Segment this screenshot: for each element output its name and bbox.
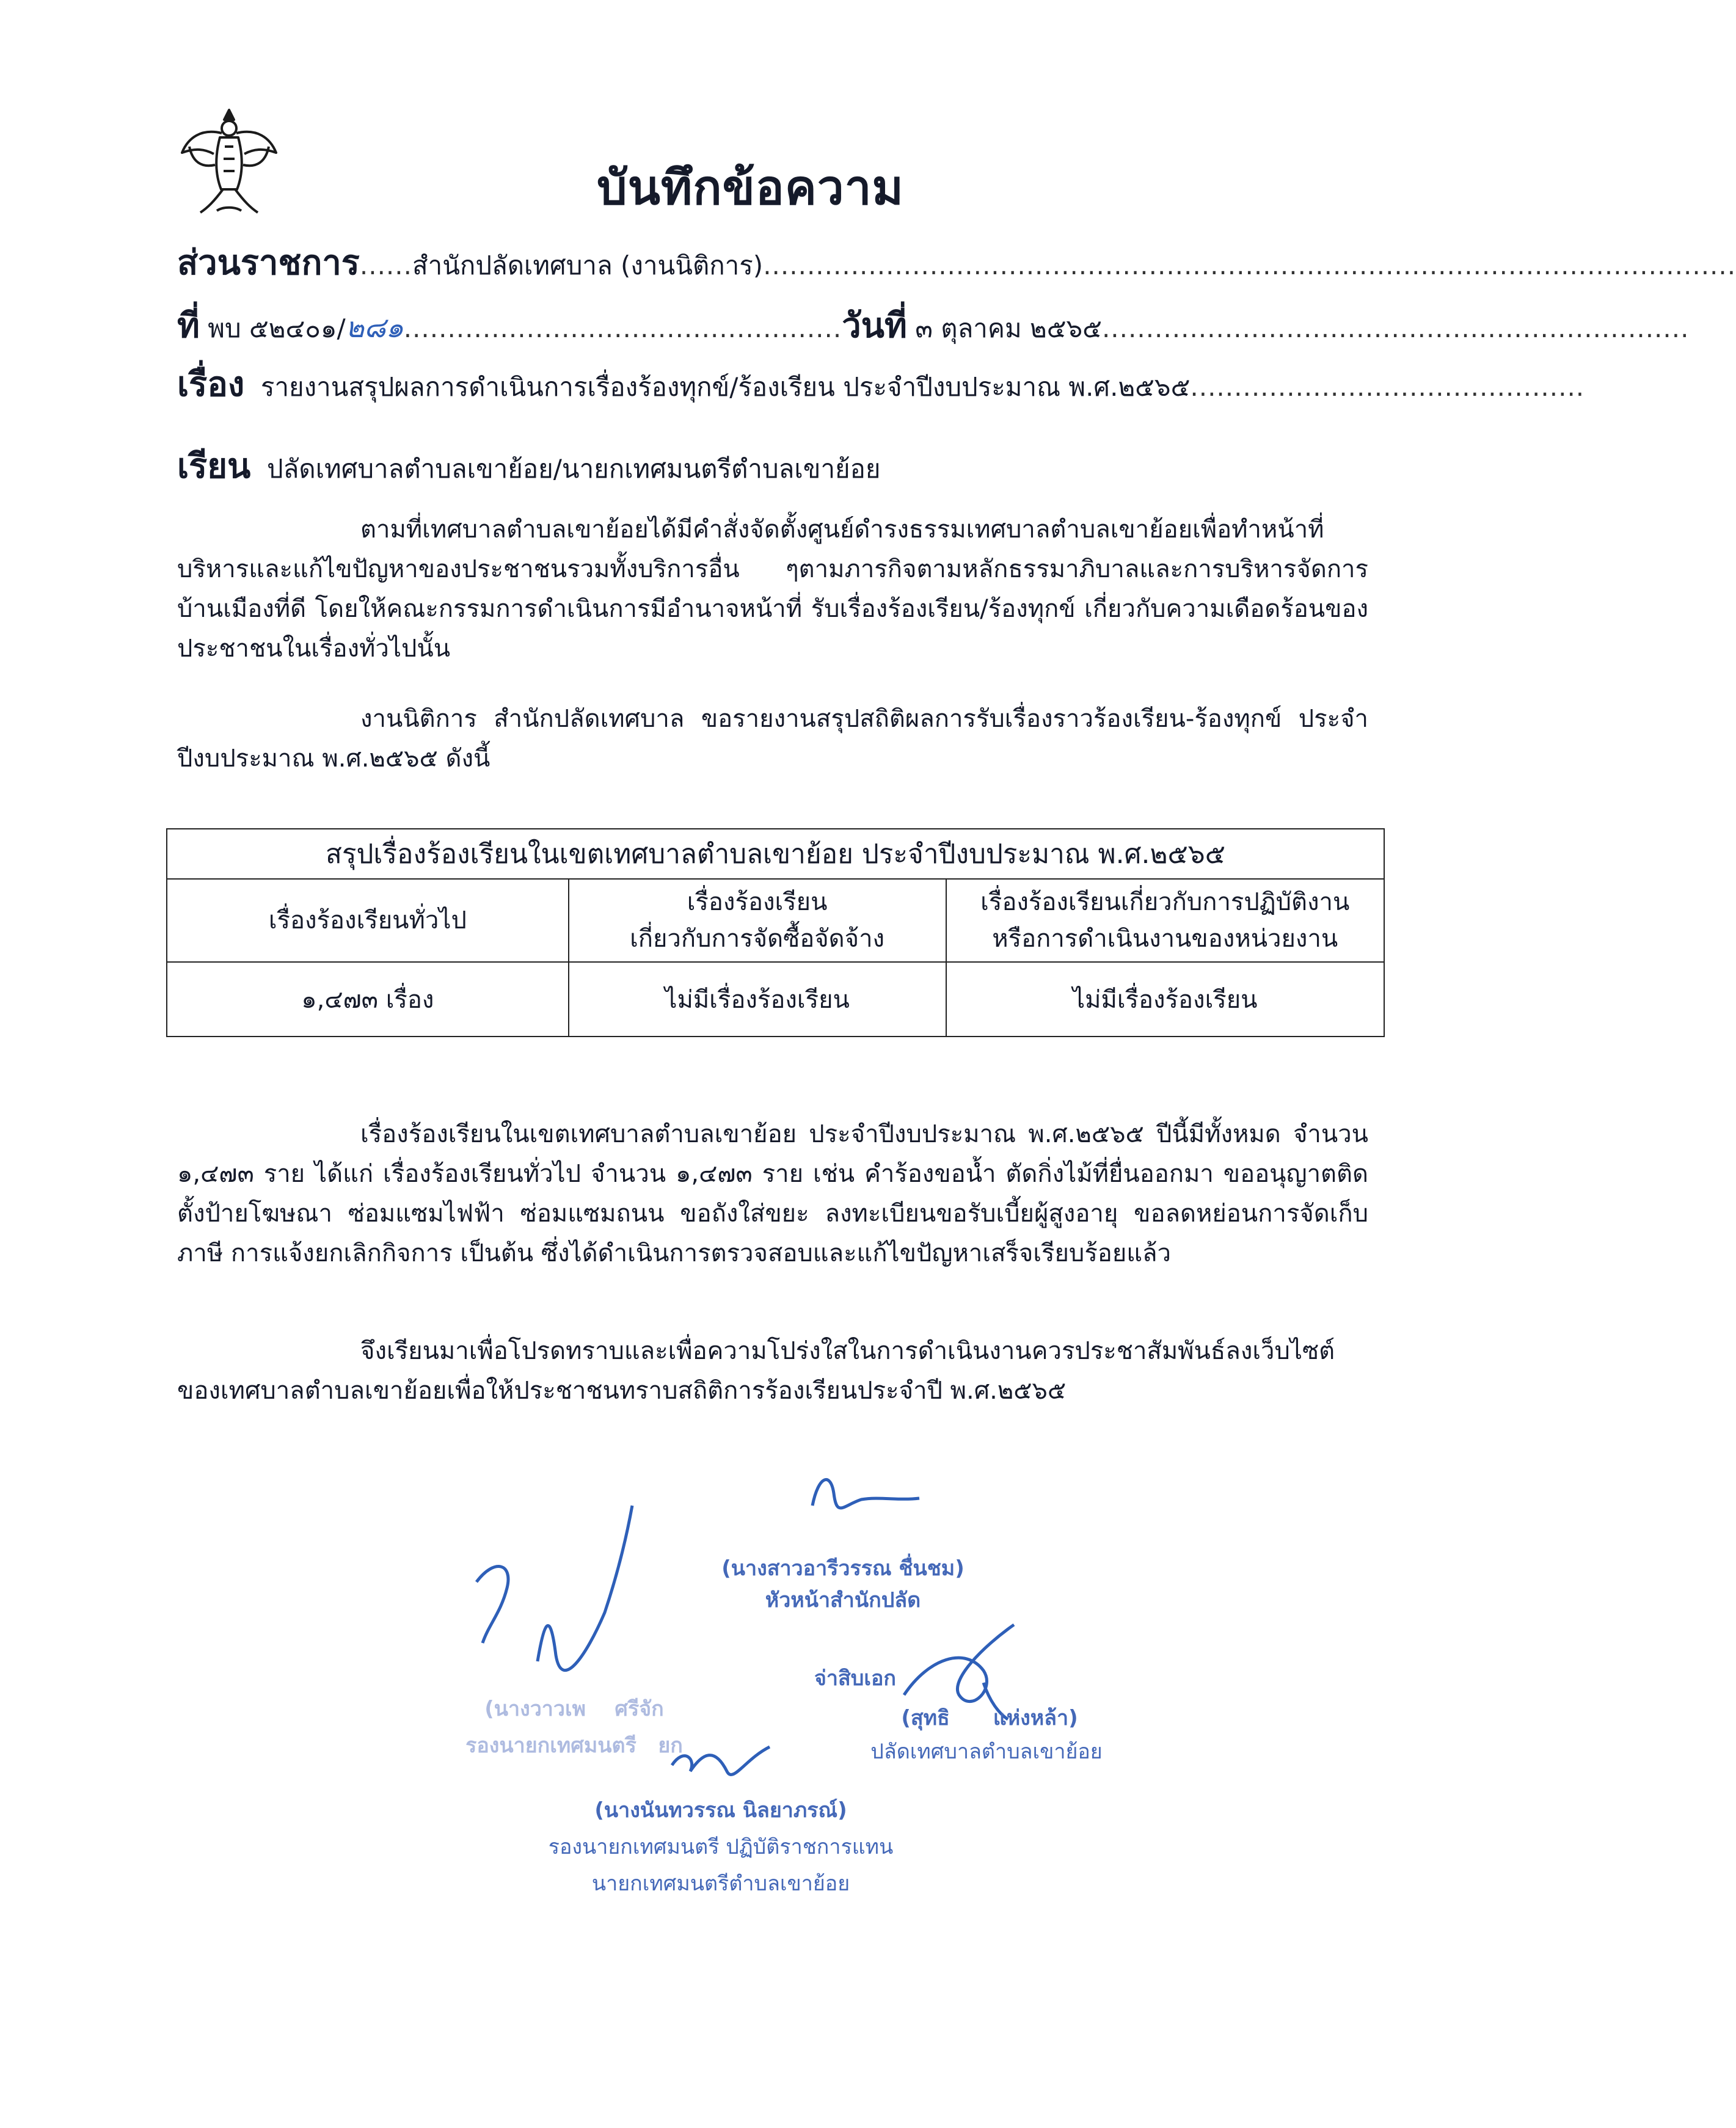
- table-value-operations: ไม่มีเรื่องร้องเรียน: [946, 962, 1384, 1037]
- deputy-mayor-signature: [666, 1735, 776, 1790]
- table-header-general: เรื่องร้องเรียนทั่วไป: [167, 879, 569, 962]
- number-date-line: ที่ พบ ๕๒๔๐๑/๒๘๑..................................................วันที่ ๓ ตุลาคม ๒๕๖๕...................................................................: [177, 306, 1690, 346]
- paragraph-1: ตามที่เทศบาลตำบลเขาย้อยได้มีคำสั่งจัดตั้งศูนย์ดำรงธรรมเทศบาลตำบลเขาย้อยเพื่อทำหน้าที่บริหารและแก้ไขปัญหาของประชาชนรวมทั้งบริการอื่น ๆตามภารกิจตามหลักธรรมาภิบาลและการบริหารจัดการบ้านเมืองที่ดี โดยให้คณะกรรมการดำเนินการมีอำนาจหน้าที่ รับเรื่องร้องเรียน/ร้องทุกข์ เกี่ยวกับความเดือดร้อนของประชาชนในเรื่องทั่วไปนั้น: [177, 516, 1368, 663]
- table-value-general: ๑,๔๗๓ เรื่อง: [167, 962, 569, 1037]
- head-signature-name: (นางสาวอารีวรรณ ชื่นชม): [721, 1556, 965, 1581]
- agency-value: สำนักปลัดเทศบาล (งานนิติการ): [412, 250, 764, 280]
- table-caption: สรุปเรื่องร้องเรียนในเขตเทศบาลตำบลเขาย้อย ประจำปีงบประมาณ พ.ศ.๒๕๖๕: [167, 829, 1384, 879]
- to-line: [177, 439, 1356, 493]
- head-signature: [806, 1463, 928, 1530]
- subject-label: เรื่อง: [177, 365, 245, 404]
- deputy-mayor-title: รองนายกเทศมนตรี ปฏิบัติราชการแทน: [548, 1835, 894, 1859]
- number-label: ที่: [177, 306, 200, 346]
- table-value-procurement: ไม่มีเรื่องร้องเรียน: [569, 962, 946, 1037]
- number-prefix: พบ ๕๒๔๐๑/: [208, 313, 346, 343]
- head-signature-title: หัวหน้าสำนักปลัด: [765, 1588, 921, 1612]
- deputy-mayor-title-2: นายกเทศมนตรีตำบลเขาย้อย: [591, 1871, 850, 1896]
- summary-table: [166, 828, 1385, 1037]
- agency-line: ส่วนราชการ......สำนักปลัดเทศบาล (งานนิติการ)...............................................................................................................: [177, 243, 1736, 283]
- deputy-clerk-rank: จ่าสิบเอก: [814, 1666, 896, 1691]
- memo-title: บันทึกข้อความ: [597, 161, 904, 216]
- deputy-mayor-name: (นางนันทวรรณ นิลยาภรณ์): [594, 1798, 847, 1823]
- paragraph-2: งานนิติการ สำนักปลัดเทศบาล ขอรายงานสรุปสถิติผลการรับเรื่องราวร้องเรียน-ร้องทุกข์ ประจำปีงบประมาณ พ.ศ.๒๕๖๕ ดังนี้: [177, 705, 1368, 773]
- number-handwritten: ๒๘๑: [345, 311, 404, 344]
- deputy-clerk-title: ปลัดเทศบาลตำบลเขาย้อย: [870, 1740, 1103, 1764]
- clerk-signature-name: (นางวาวเพ ศรีจัก: [484, 1697, 664, 1721]
- paragraph-3: เรื่องร้องเรียนในเขตเทศบาลตำบลเขาย้อย ประจำปีงบประมาณ พ.ศ.๒๕๖๕ ปีนี้มีทั้งหมด จำนวน ๑,๔๗๓ ราย ได้แก่ เรื่องร้องเรียนทั่วไป จำนวน ๑,๔๗๓ ราย เช่น คำร้องขอน้ำ ตัดกิ่งไม้ที่ยื่นออกมา ขออนุญาตติดตั้งป้ายโฆษณา ซ่อมแซมไฟฟ้า ซ่อมแซมถนน ขอถังใส่ขยะ ลงทะเบียนขอรับเบี้ยผู้สูงอายุ ขอลดหย่อนการจัดเก็บภาษี การแจ้งยกเลิกกิจการ เป็นต้น ซึ่งได้ดำเนินการตรวจสอบและแก้ไขปัญหาเสร็จเรียบร้อยแล้ว: [177, 1120, 1368, 1267]
- table-header-procurement: เรื่องร้องเรียน เกี่ยวกับการจัดซื้อจัดจ้าง: [569, 879, 946, 962]
- table-header-operations: เรื่องร้องเรียนเกี่ยวกับการปฏิบัติงาน หรือการดำเนินงานของหน่วยงาน: [946, 879, 1384, 962]
- subject-line: เรื่อง รายงานสรุปผลการดำเนินการเรื่องร้องทุกข์/ร้องเรียน ประจำปีงบประมาณ พ.ศ.๒๕๖๕.............................................: [177, 365, 1585, 404]
- date-value: ๓ ตุลาคม ๒๕๖๕: [915, 313, 1102, 343]
- agency-label: ส่วนราชการ: [177, 243, 360, 283]
- to-label: เรียน: [177, 446, 251, 486]
- clerk-signature: [464, 1503, 647, 1710]
- paragraph-4: จึงเรียนมาเพื่อโปรดทราบและเพื่อความโปร่งใสในการดำเนินงานควรประชาสัมพันธ์ลงเว็บไซต์ของเทศบาลตำบลเขาย้อยเพื่อให้ประชาชนทราบสถิติการร้องเรียนประจำปี พ.ศ.๒๕๖๕: [177, 1337, 1335, 1405]
- to-value: ปลัดเทศบาลตำบลเขาย้อย/นายกเทศมนตรีตำบลเขาย้อย: [267, 454, 881, 484]
- deputy-clerk-name: (สุทธิ แห่งหล้า): [901, 1706, 1078, 1730]
- subject-value: รายงานสรุปผลการดำเนินการเรื่องร้องทุกข์/ร้องเรียน ประจำปีงบประมาณ พ.ศ.๒๕๖๕: [260, 372, 1191, 402]
- date-label: วันที่: [842, 306, 907, 346]
- clerk-signature-title: รองนายกเทศมนตรี ยก: [465, 1733, 683, 1758]
